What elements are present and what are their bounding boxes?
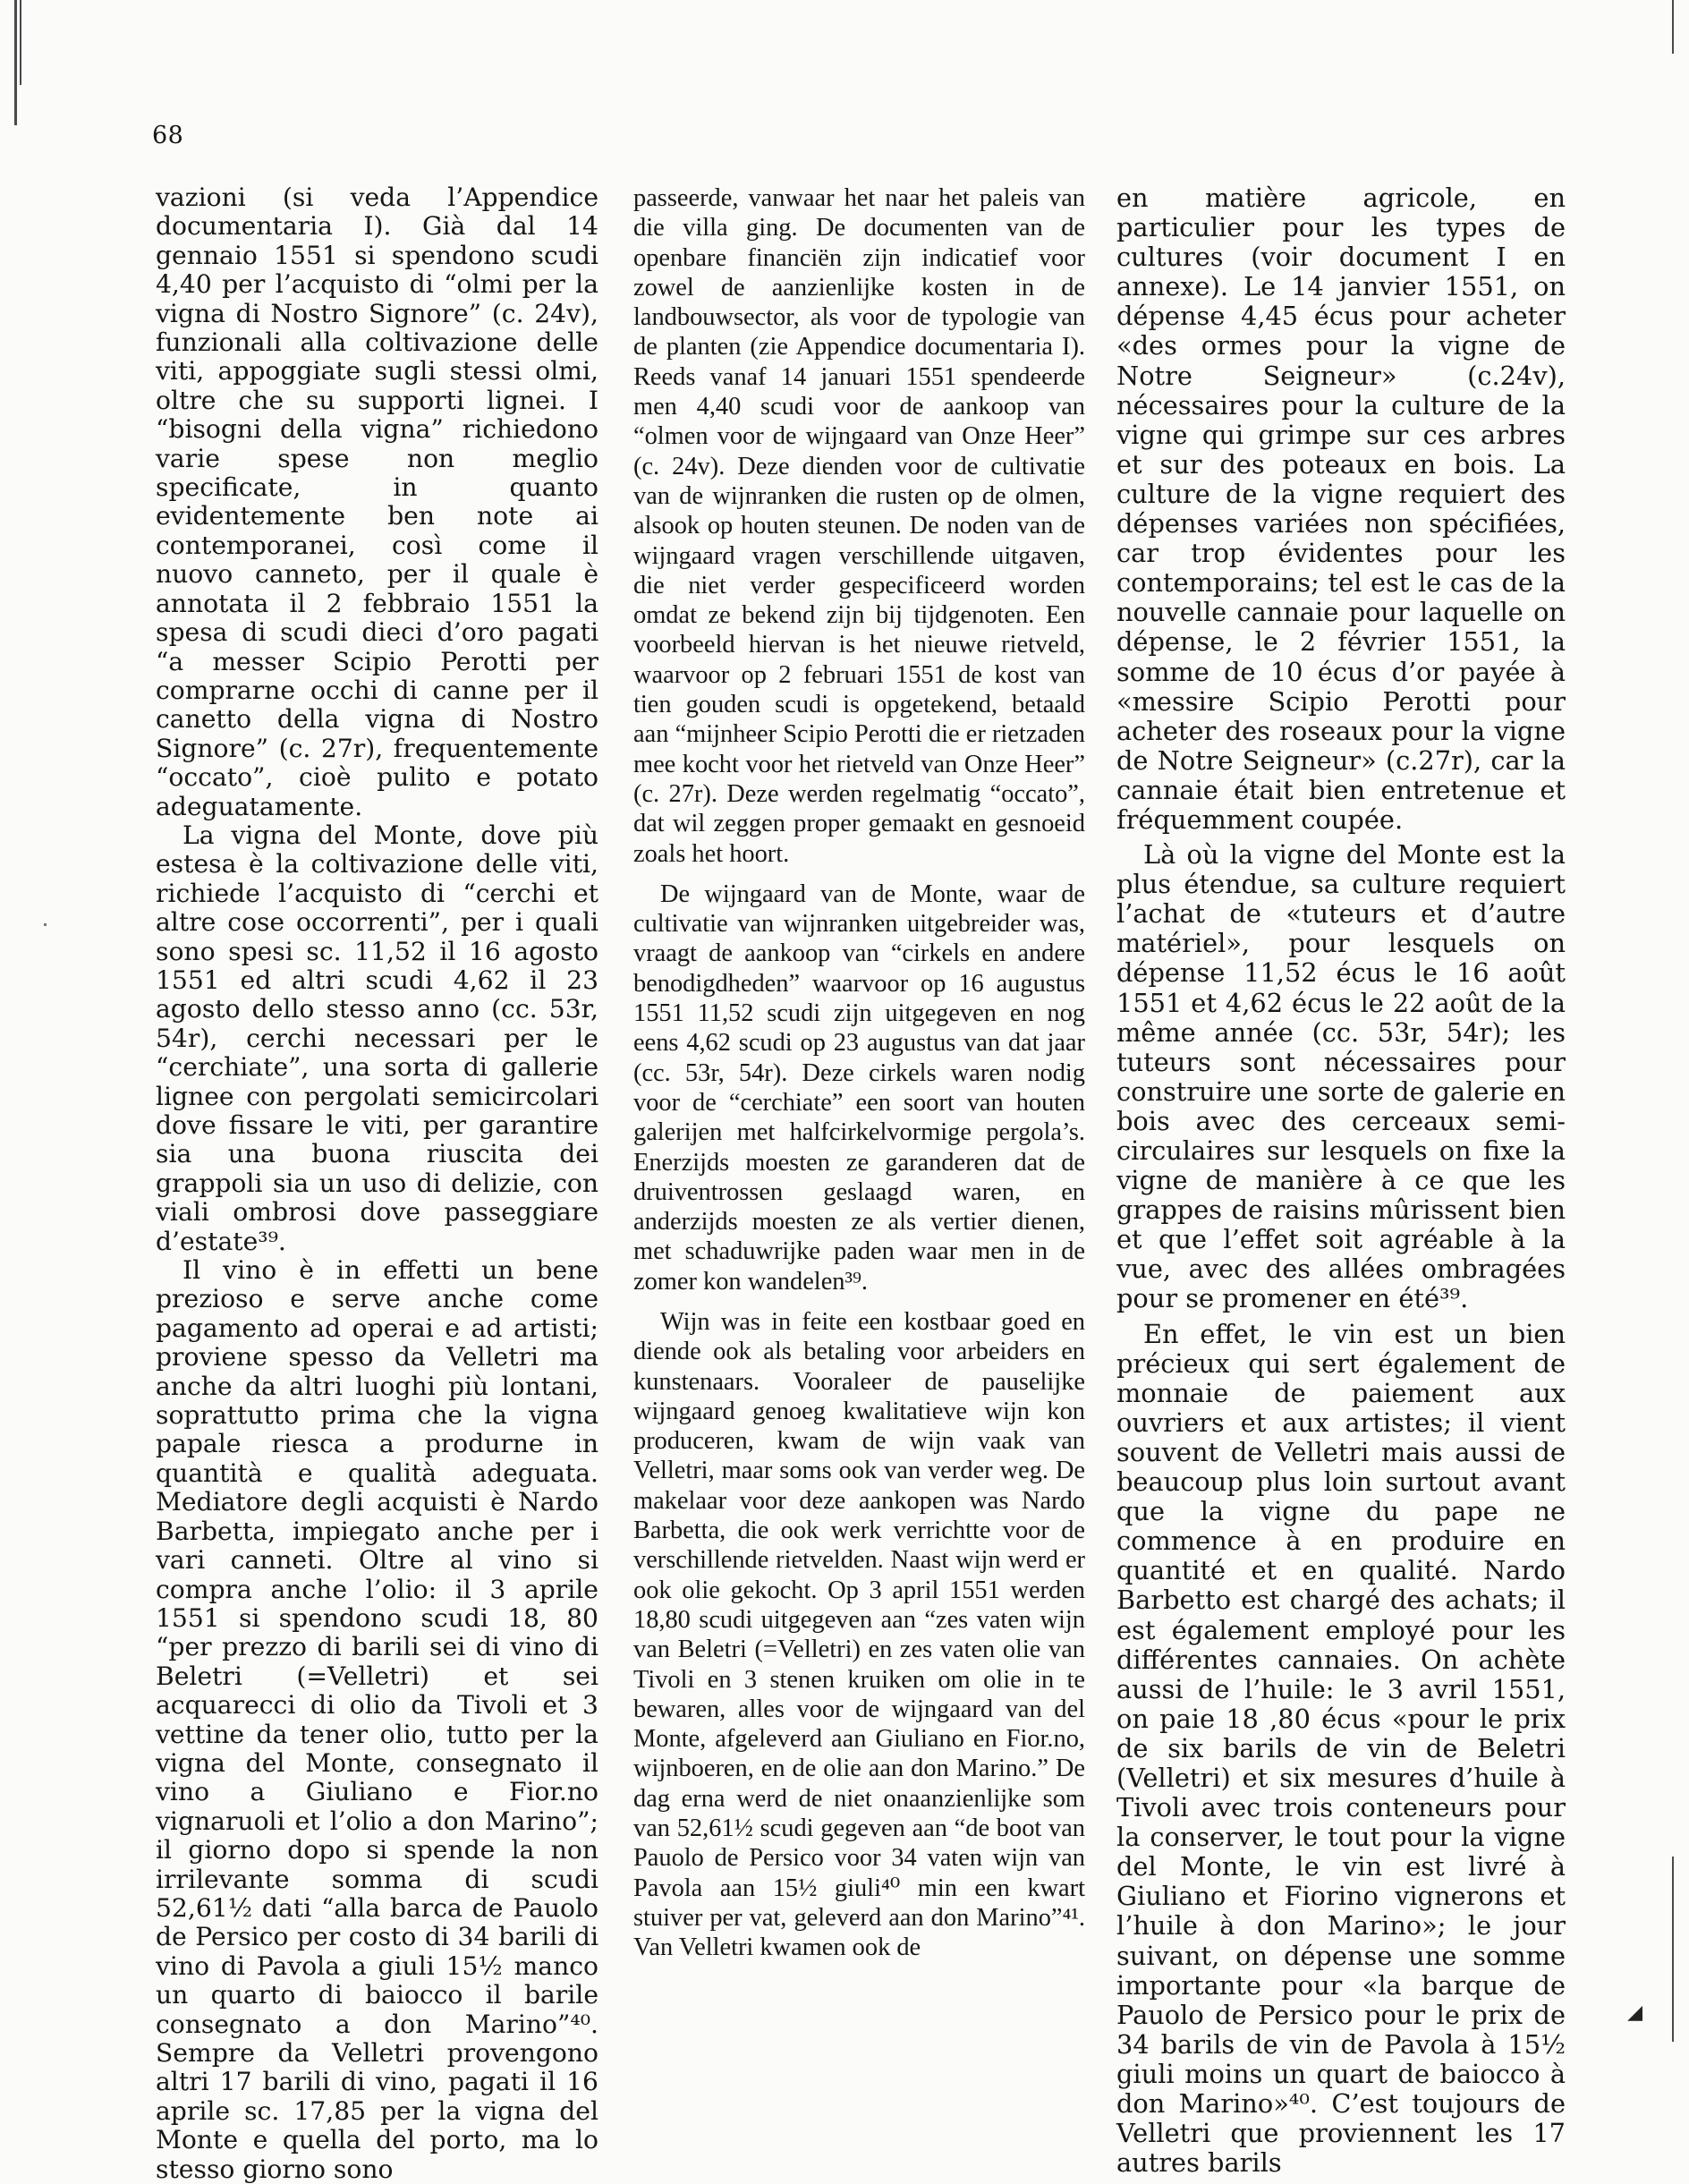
- dutch-paragraph-2: De wijngaard van de Monte, waar de cultivatie van wijnranken uitgebreider was, vraagt de aankoop van “cirkels en andere benodigdheden” waarvoor op 16 augustus 1551 11,52 scudi zijn uitgegeven en nog eens 4,62 scudi op 23 augustus van dat jaar (cc. 53r, 54r). Deze cirkels waren nodig voor de “cerchiate” een soort van houten galerijen met halfcirkelvormige pergola’s. Enerzijds moesten ze garanderen dat de druiventrossen geslaagd waren, en anderzijds moesten ze als vertier dienen, met schaduwrijke paden waar men in de zomer kon wandelen³⁹.: [633, 880, 1085, 1296]
- italian-paragraph-1: vazioni (si veda l’Appendice documentaria I). Già dal 14 gennaio 1551 si spendono scudi 4,40 per l’acquisto di “olmi per la vigna di Nostro Signore” (c. 24v), funzionali alla coltivazione delle viti, appoggiate sugli stessi olmi, oltre che su supporti lignei. I “bisogni della vigna” richiedono varie spese non meglio specificate, in quanto evidentemente ben note ai contemporanei, così come il nuovo canneto, per il quale è annotata il 2 febbraio 1551 la spesa di scudi dieci d’oro pagati “a messer Scipio Perotti per comprarne occhi di canne per il canetto della vigna di Nostro Signore” (c. 27r), frequentemente “occato”, cioè pulito e potato adeguatamente.: [156, 183, 598, 821]
- italian-paragraph-2: La vigna del Monte, dove più estesa è la coltivazione delle viti, richiede l’acquisto di “cerchi et altre cose occorrenti”, per i quali sono spesi sc. 11,52 il 16 agosto 1551 ed altri scudi 4,62 il 23 agosto dello stesso anno (cc. 53r, 54r), cerchi necessari per le “cerchiate”, una sorta di gallerie lignee con pergolati semicircolari dove fissare le viti, per garantire sia una buona riuscita dei grappoli sia un uso di delizie, con viali ombrosi dove passeggiare d’estate³⁹.: [156, 820, 598, 1256]
- scan-edge-line-right: [1672, 0, 1674, 54]
- page-number: 68: [152, 122, 184, 149]
- corner-mark: ◢: [1627, 2001, 1642, 2024]
- french-paragraph-1: en matière agricole, en particulier pour les types de cultures (voir document I en annexe). Le 14 janvier 1551, on dépense 4,45 écus pour acheter «des ormes pour la vigne de Notre Seigneur» (c.24v), nécessaires pour la culture de la vigne qui grimpe sur ces arbres et sur des poteaux en bois. La culture de la vigne requiert des dépenses variées non spécifiées, car trop évidentes pour les contemporains; tel est le cas de la nouvelle cannaie pour laquelle on dépense, le 2 février 1551, la somme de 10 écus d’or payée à «messire Scipio Perotti pour acheter des roseaux pour la vigne de Notre Seigneur» (c.27r), car la cannaie était bien entretenue et fréquemment coupée.: [1116, 183, 1566, 835]
- scan-edge-line-right-lower: [1672, 1857, 1674, 2042]
- french-column: [1116, 183, 1566, 2178]
- french-paragraph-3: En effet, le vin est un bien précieux qui sert également de monnaie de paiement aux ouvriers et aux artistes; il vient souvent de Velletri mais aussi de beaucoup plus loin surtout avant que la vigne du pape ne commence à en produire en quantité et en qualité. Nardo Barbetto est chargé des achats; il est également employé pour les différentes cannaies. On achète aussi de l’huile: le 3 avril 1551, on paie 18 ,80 écus «pour le prix de six barils de vin de Beletri (Velletri) et six mesures d’huile à Tivoli avec trois conteneurs pour la conserver, le tout pour la vigne del Monte, le vin est livré à Giuliano et Fiorino vignerons et l’huile à don Marino»; le jour suivant, on dépense une somme importante pour «la barque de Pauolo de Persico pour le prix de 34 barils de vin de Pavola à 15½ giuli moins un quart de baiocco à don Marino»⁴⁰. C’est toujours de Velletri que proviennent les 17 autres barils: [1116, 1318, 1566, 2179]
- dutch-column: [633, 183, 1085, 1963]
- dutch-paragraph-1: passeerde, vanwaar het naar het paleis van die villa ging. De documenten van de openbare financiën zijn indicatief voor zowel de aanzienlijke kosten in de landbouwsector, als voor de typologie van de planten (zie Appendice documentaria I). Reeds vanaf 14 januari 1551 spendeerde men 4,40 scudi voor de aankoop van “olmen voor de wijngaard van Onze Heer” (c. 24v). Deze dienden voor de cultivatie van de wijnranken die rusten op de olmen, alsook op houten steunen. De noden van de wijngaard vragen verschillende uitgaven, die niet verder gespecificeerd worden omdat ze bekend zijn bij tijdgenoten. Een voorbeeld hiervan is het nieuwe rietveld, waarvoor op 2 februari 1551 de kost van tien gouden scudi is opgetekend, betaald aan “mijnheer Scipio Perotti die er rietzaden mee kocht voor het rietveld van Onze Heer” (c. 27r). Deze werden regelmatig “occato”, dat wil zeggen proper gemaakt en gesnoeid zoals het hoort.: [633, 184, 1085, 868]
- italian-paragraph-3: Il vino è in effetti un bene prezioso e serve anche come pagamento ad operai e ad artisti; proviene spesso da Velletri ma anche da altri luoghi più lontani, soprattutto prima che la vigna papale riesca a produrne in quantità e qualità adeguata. Mediatore degli acquisti è Nardo Barbetta, impiegato anche per i vari canneti. Oltre al vino si compra anche l’olio: il 3 aprile 1551 si spendono scudi 18, 80 “per prezzo di barili sei di vino di Beletri (=Velletri) et sei acquarecci di olio da Tivoli et 3 vettine da tener olio, tutto per la vigna del Monte, consegnato il vino a Giuliano e Fior.no vignaruoli et l’olio a don Marino”; il giorno dopo si spende la non irrilevante somma di scudi 52,61½ dati “alla barca de Pauolo de Persico per costo di 34 barili di vino di Pavola a giuli 15½ manco un quarto di baiocco il barile consegnato a don Marino”⁴⁰. Sempre da Velletri provengono altri 17 barili di vino, pagati il 16 aprile sc. 17,85 per la vigna del Monte e quella del porto, ma lo stesso giorno sono: [156, 1255, 598, 2184]
- scan-edge-line-left-inner: [20, 0, 21, 85]
- french-paragraph-2: Là où la vigne del Monte est la plus étendue, sa culture requiert l’achat de «tuteurs et d’autre matériel», pour lesquels on dépense 11,52 écus le 16 août 1551 et 4,62 écus le 22 août de la même année (cc. 53r, 54r); les tuteurs sont nécessaires pour construire une sorte de galerie en bois avec des cerceaux semi-circulaires sur lesquels on fixe la vigne de manière à ce que les grappes de raisins mûrissent bien et que l’effet soit agréable à la vue, avec des allées ombragées pour se promener en été³⁹.: [1116, 839, 1566, 1314]
- italian-column: [156, 183, 598, 2184]
- dutch-paragraph-3: Wijn was in feite een kostbaar goed en diende ook als betaling voor arbeiders en kunstenaars. Vooraleer de pauselijke wijngaard genoeg kwalitatieve wijn kon produceren, kwam de wijn vaak van Velletri, maar soms ook van verder weg. De makelaar voor deze aankopen was Nardo Barbetta, die ook werk verrichtte voor de verschillende rietvelden. Naast wijn werd er ook olie gekocht. Op 3 april 1551 werden 18,80 scudi uitgegeven aan “zes vaten wijn van Beletri (=Velletri) en zes vaten olie van Tivoli en 3 stenen kruiken om olie in te bewaren, alles voor de wijngaard van del Monte, afgeleverd aan Giuliano en Fior.no, wijnboeren, en de olie aan don Marino.” De dag erna werd de niet onaanzienlijke som van 52,61½ scudi gegeven aan “de boot van Pauolo de Persico voor 34 vaten wijn van Pavola aan 15½ giuli⁴⁰ min een kwart stuiver per vat, geleverd aan don Marino”⁴¹. Van Velletri kwamen ook de: [633, 1307, 1085, 1962]
- scan-speck: [44, 923, 47, 926]
- scan-edge-line-left: [14, 0, 17, 125]
